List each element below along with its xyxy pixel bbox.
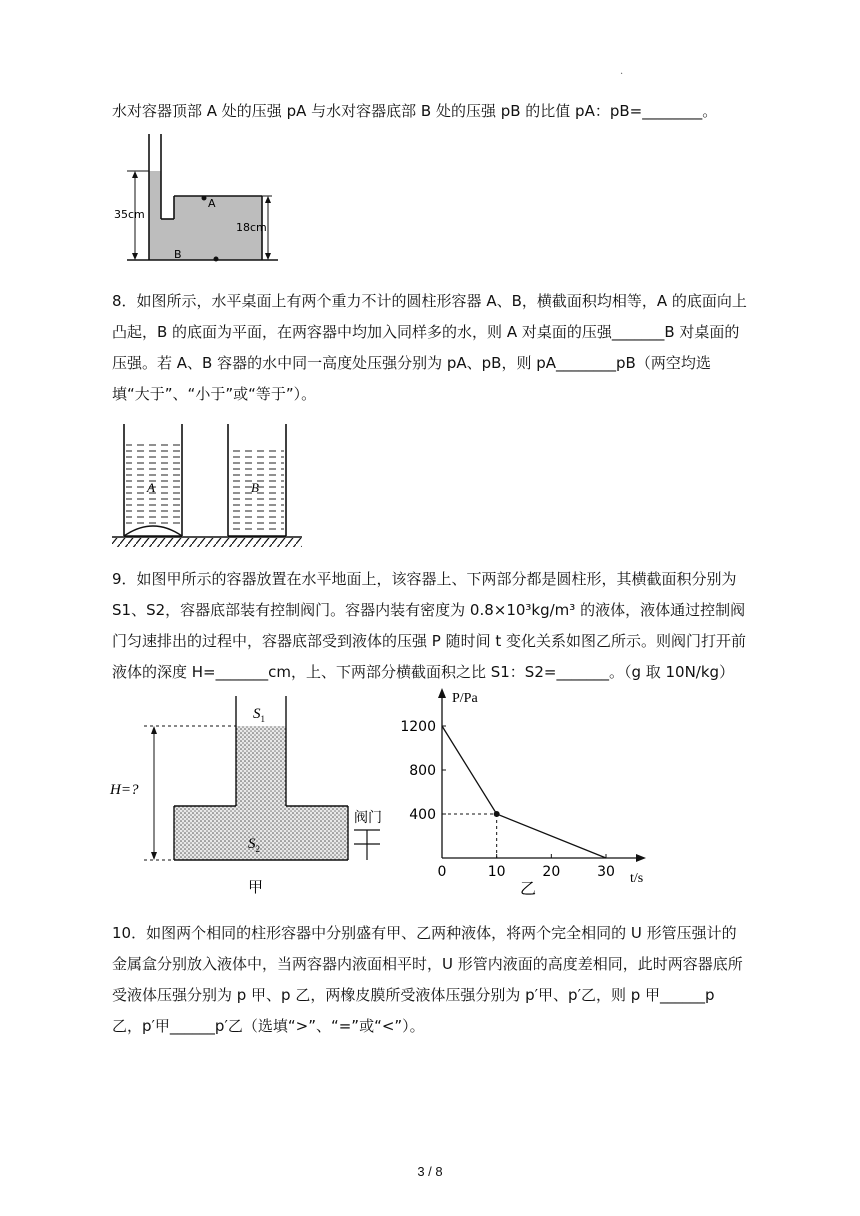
x-axis-label: t/s [630,871,644,886]
label-valve: 阀门 [354,810,382,826]
q8-containers-figure [112,424,312,548]
q9-pressure-time-chart [396,686,666,896]
q10-text [112,918,748,1042]
x-tick-label: 10 [487,864,506,880]
x-tick-label: 0 [437,864,447,880]
data-point [494,811,500,817]
label-18cm: 18cm [236,221,267,234]
label-s1: $S_1$ [253,706,265,724]
label-h: H=? [110,782,139,798]
label-s2: $S_2$ [248,836,260,854]
q10-text-content: 10．如图两个相同的柱形容器中分别盛有甲、乙两种液体，将两个完全相同的 U 形管压强计的金属盒分别放入液体中，当两容器内液面相平时，U 形管内液面的高度差相同，此时两容器底所受液体压强分别为 p 甲、p 乙，两橡皮膜所受液体压强分别为 p′甲、p′乙，则 p 甲______p 乙，p′甲______p′乙（选填“>”、“=”或“<”）。 [112,924,743,1035]
x-tick-label: 20 [542,864,561,880]
q7-text-content: 水对容器顶部 A 处的压强 pA 与水对容器底部 B 处的压强 pB 的比值 pA：pB=________。 [112,102,718,120]
x-axis-arrow [636,854,646,862]
q7-text [112,96,748,127]
label-point-a: A [208,197,216,210]
q8-text [112,286,748,410]
caption-jia: 甲 [248,878,264,896]
header-dot: . [620,66,624,77]
q9-figure-jia [108,696,390,904]
y-tick-label: 400 [409,807,436,823]
page-number: 3 / 8 [417,1164,443,1179]
q9-text-content: 9．如图甲所示的容器放置在水平地面上，该容器上、下两部分都是圆柱形，其横截面积分别为 S1、S2，容器底部装有控制阀门。容器内装有密度为 0.8×10³kg/m³ 的液体，液体通过控制阀门匀速排出的过程中，容器底部受到液体的压强 P 随时间 t 变化关系如图乙所示。则阀门打开前液体的深度 H=_______cm，上、下两部分横截面积之比 S1：S2=_______。（g 取 10N/kg） [112,570,747,681]
q9-text [112,564,748,688]
caption-yi: 乙 [519,879,537,896]
q8-text-content: 8．如图所示，水平桌面上有两个重力不计的圆柱形容器 A、B，横截面积均相等，A 的底面向上凸起，B 的底面为平面，在两容器中均加入同样多的水，则 A 对桌面的压强_______B 对桌面的压强。若 A、B 容器的水中同一高度处压强分别为 pA、pB，则 pA________pB（两空均选填“大于”、“小于”或“等于”）。 [112,292,747,403]
x-tick-label: 30 [597,864,615,880]
y-axis-arrow [438,688,446,698]
label-container-b: B [251,480,259,495]
y-tick-label: 1200 [400,719,436,735]
y-tick-label: 800 [409,763,436,779]
label-point-b: B [174,248,182,261]
series-line [442,726,606,858]
y-axis-label: P/Pa [452,691,478,706]
label-35cm: 35cm [114,208,145,221]
label-container-a: A [147,480,155,495]
q7-container-figure [112,134,280,264]
